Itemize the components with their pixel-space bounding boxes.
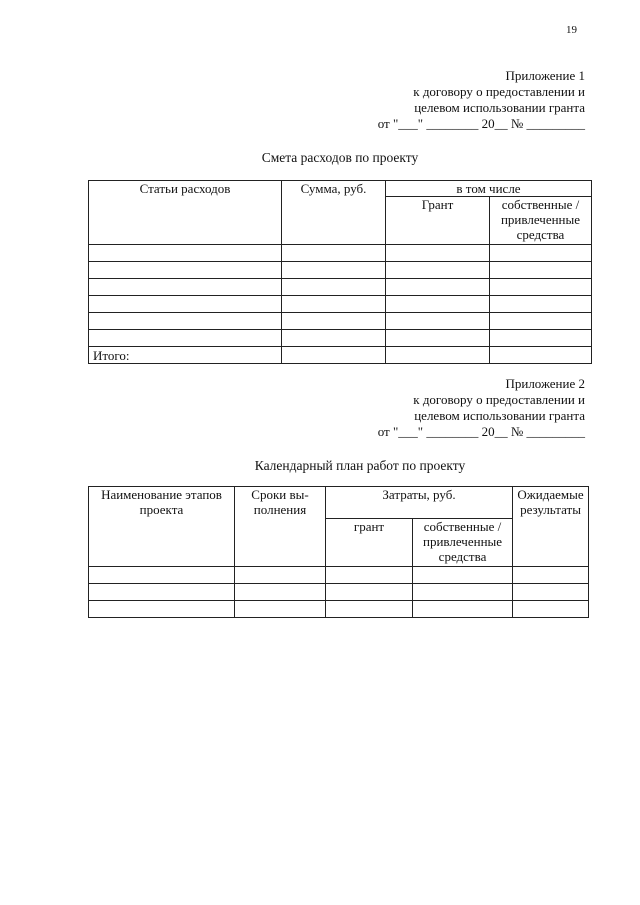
appendix-2-header: [345, 376, 585, 440]
table-row: [89, 330, 592, 347]
budget-table: [88, 180, 592, 364]
appendix-2-line-3: от "___" ________ 20__ № _________: [377, 424, 585, 439]
appendix-2-line-1: к договору о предоставлении и: [413, 392, 585, 407]
page-number: 19: [566, 24, 577, 36]
schedule-heading: Календарный план работ по проекту: [254, 458, 466, 473]
header-results: Ожидаемые результаты: [513, 487, 589, 567]
table-row: [89, 245, 592, 262]
appendix-1-line-2: целевом использовании гранта: [414, 100, 585, 115]
header-terms: Сроки вы-полнения: [235, 487, 326, 567]
appendix-1-line-1: к договору о предоставлении и: [413, 84, 585, 99]
appendix-1-header: [345, 68, 585, 132]
header-grant-2: грант: [326, 519, 413, 567]
appendix-2-line-2: целевом использовании гранта: [414, 408, 585, 423]
table-row: [89, 567, 589, 584]
budget-heading: Смета расходов по проекту: [261, 150, 419, 165]
table-row: [89, 296, 592, 313]
total-row: [89, 347, 592, 364]
total-label: Итого:: [89, 347, 282, 364]
appendix-2-title: Приложение 2: [505, 376, 585, 391]
header-sum: Сумма, руб.: [282, 181, 386, 245]
table-row: [89, 584, 589, 601]
header-grant: Грант: [386, 197, 490, 245]
header-stages: Наименование этапов проекта: [89, 487, 235, 567]
appendix-1-title: Приложение 1: [505, 68, 585, 83]
table-row: [89, 313, 592, 330]
table-row: [89, 279, 592, 296]
header-own-funds-2: собственные / привлеченные средства: [413, 519, 513, 567]
header-including: в том числе: [386, 181, 592, 197]
table-row: [89, 601, 589, 618]
header-costs: Затраты, руб.: [326, 487, 513, 519]
header-own-funds: собственные / привлеченные средства: [490, 197, 592, 245]
header-expense-items: Статьи расходов: [89, 181, 282, 245]
table-row: [89, 262, 592, 279]
appendix-1-line-3: от "___" ________ 20__ № _________: [377, 116, 585, 131]
schedule-table: [88, 486, 589, 618]
